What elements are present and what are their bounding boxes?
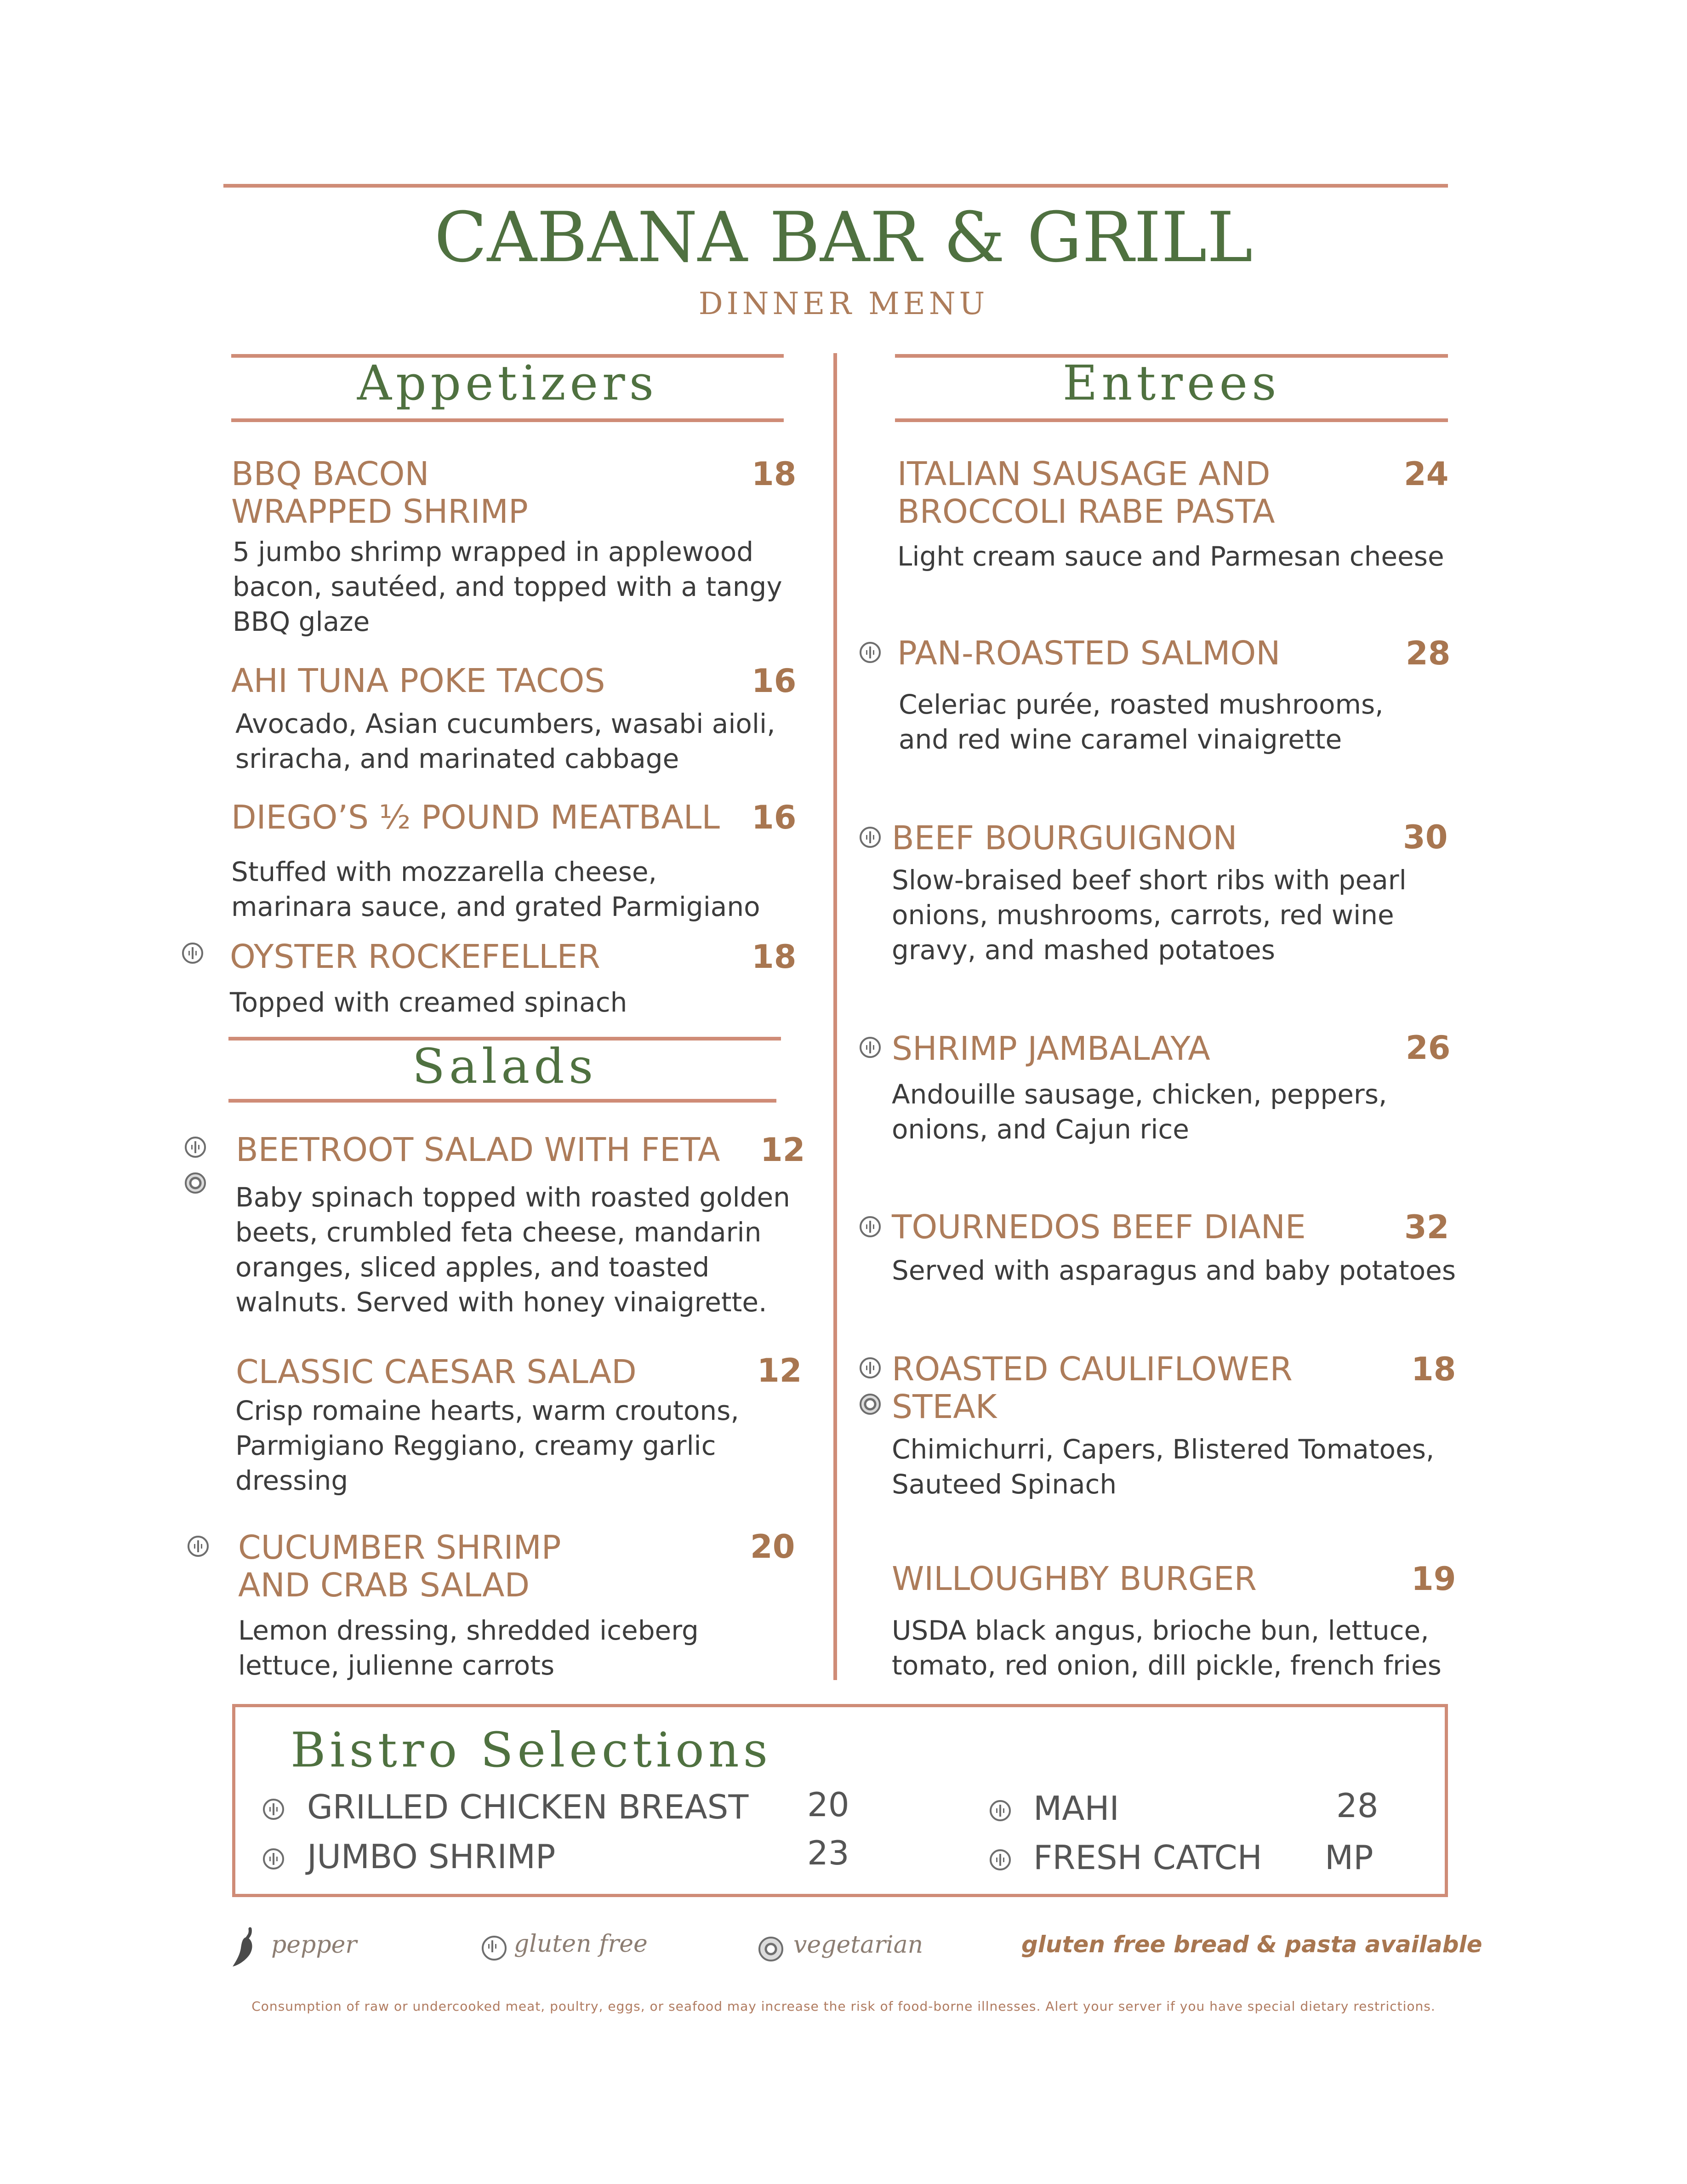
menu-item-description: 5 jumbo shrimp wrapped in applewood bacon, sautéed, and topped with a tangy BBQ glaze bbox=[233, 536, 782, 637]
menu-item-name: ROASTED CAULIFLOWER STEAK bbox=[892, 1350, 1293, 1426]
section-title-appetizers: Appetizers bbox=[357, 355, 658, 411]
menu-item-description: Served with asparagus and baby potatoes bbox=[892, 1255, 1456, 1286]
menu-item-description: Baby spinach topped with roasted golden beets, crumbled feta cheese, mandarin oranges, sliced apples, and toasted walnuts. Served with honey vinaigrette. bbox=[235, 1182, 790, 1318]
gluten-free-icon bbox=[263, 1848, 284, 1870]
legend-gluten-free-label: gluten free bbox=[514, 1930, 648, 1958]
section-title-bistro: Bistro Selections bbox=[291, 1722, 772, 1778]
menu-item-price: 19 bbox=[1411, 1560, 1456, 1598]
menu-item-description: Chimichurri, Capers, Blistered Tomatoes, Sauteed Spinach bbox=[892, 1434, 1435, 1500]
vegetarian-icon bbox=[185, 1172, 206, 1194]
menu-item-description: Crisp romaine hearts, warm croutons, Parmigiano Reggiano, creamy garlic dressing bbox=[235, 1395, 739, 1496]
menu-item-description: Slow-braised beef short ribs with pearl onions, mushrooms, carrots, red wine gravy, and mashed potatoes bbox=[892, 864, 1407, 966]
menu-item-price: 30 bbox=[1403, 818, 1448, 856]
menu-item-description: Topped with creamed spinach bbox=[230, 987, 627, 1018]
gluten-free-icon bbox=[860, 642, 881, 663]
menu-item-price: 12 bbox=[757, 1352, 802, 1389]
bistro-item-name: GRILLED CHICKEN BREAST bbox=[307, 1788, 749, 1826]
menu-item-price: 18 bbox=[1411, 1350, 1456, 1388]
legend-gluten-free-note: gluten free bread & pasta available bbox=[1021, 1931, 1482, 1958]
menu-item-name: DIEGO’S ½ POUND MEATBALL bbox=[231, 798, 720, 836]
restaurant-title: CABANA BAR & GRILL bbox=[434, 198, 1253, 278]
bistro-item-name: MAHI bbox=[1033, 1789, 1119, 1828]
menu-item-description: Stuffed with mozzarella cheese, marinara sauce, and grated Parmigiano bbox=[231, 856, 760, 922]
menu-item-price: 16 bbox=[752, 799, 797, 836]
gluten-free-icon bbox=[860, 1216, 881, 1237]
vegetarian-icon bbox=[860, 1394, 881, 1415]
menu-subtitle: DINNER MENU bbox=[698, 286, 989, 321]
gluten-free-icon bbox=[185, 1137, 206, 1158]
gluten-free-icon bbox=[990, 1800, 1011, 1821]
menu-item-price: 12 bbox=[760, 1131, 805, 1169]
gluten-free-icon bbox=[860, 827, 881, 848]
bistro-item-price: 23 bbox=[807, 1834, 849, 1872]
legend-pepper-label: pepper bbox=[271, 1931, 357, 1959]
menu-item-name: BEETROOT SALAD WITH FETA bbox=[236, 1131, 720, 1169]
legend-vegetarian-label: vegetarian bbox=[793, 1931, 923, 1959]
salads-bottom-rule bbox=[228, 1099, 776, 1103]
gluten-free-icon bbox=[188, 1536, 209, 1557]
gluten-free-icon bbox=[482, 1936, 507, 1961]
menu-item-name: BBQ BACON WRAPPED SHRIMP bbox=[231, 455, 528, 531]
menu-item-name: BEEF BOURGUIGNON bbox=[892, 819, 1237, 857]
gluten-free-icon bbox=[182, 943, 203, 964]
menu-item-name: ITALIAN SAUSAGE AND BROCCOLI RABE PASTA bbox=[897, 455, 1275, 531]
menu-item-description: Lemon dressing, shredded iceberg lettuce, julienne carrots bbox=[238, 1615, 699, 1681]
gluten-free-icon bbox=[990, 1849, 1011, 1870]
menu-item-name: CUCUMBER SHRIMP AND CRAB SALAD bbox=[238, 1528, 561, 1604]
menu-item-price: 24 bbox=[1404, 455, 1449, 493]
pepper-icon bbox=[230, 1924, 263, 1970]
menu-item-description: Avocado, Asian cucumbers, wasabi aioli, sriracha, and marinated cabbage bbox=[235, 708, 775, 774]
appetizers-bottom-rule bbox=[231, 418, 784, 422]
menu-item-description: Andouille sausage, chicken, peppers, onions, and Cajun rice bbox=[892, 1079, 1387, 1145]
bistro-item-name: JUMBO SHRIMP bbox=[307, 1837, 556, 1876]
menu-item-name: WILLOUGHBY BURGER bbox=[892, 1560, 1257, 1598]
bistro-item-name: FRESH CATCH bbox=[1033, 1838, 1262, 1877]
menu-item-name: PAN-ROASTED SALMON bbox=[897, 634, 1281, 672]
menu-item-price: 26 bbox=[1406, 1029, 1451, 1067]
gluten-free-icon bbox=[263, 1799, 284, 1820]
section-title-entrees: Entrees bbox=[1062, 355, 1281, 411]
menu-item-name: TOURNEDOS BEEF DIANE bbox=[892, 1208, 1306, 1246]
menu-item-price: 18 bbox=[752, 938, 797, 976]
menu-item-description: Light cream sauce and Parmesan cheese bbox=[897, 541, 1444, 572]
menu-item-price: 28 bbox=[1406, 635, 1451, 672]
menu-item-name: SHRIMP JAMBALAYA bbox=[892, 1029, 1210, 1068]
entrees-bottom-rule bbox=[895, 418, 1448, 422]
disclaimer: Consumption of raw or undercooked meat, poultry, eggs, or seafood may increase the risk of food-borne illnesses. Alert your server if you have special dietary restrictions. bbox=[251, 1999, 1436, 2014]
menu-item-name: CLASSIC CAESAR SALAD bbox=[236, 1353, 637, 1391]
menu-item-name: OYSTER ROCKEFELLER bbox=[230, 938, 600, 976]
column-divider bbox=[833, 353, 837, 1680]
menu-item-price: 18 bbox=[752, 455, 797, 493]
top-rule bbox=[223, 184, 1448, 188]
menu-item-description: USDA black angus, brioche bun, lettuce, tomato, red onion, dill pickle, french fries bbox=[892, 1615, 1442, 1681]
menu-item-price: 16 bbox=[752, 662, 797, 700]
bistro-item-price: MP bbox=[1325, 1838, 1374, 1877]
bistro-item-price: 28 bbox=[1336, 1786, 1379, 1825]
gluten-free-icon bbox=[860, 1037, 881, 1058]
vegetarian-icon bbox=[758, 1937, 783, 1961]
section-title-salads: Salads bbox=[412, 1038, 598, 1094]
menu-item-price: 32 bbox=[1404, 1208, 1449, 1246]
menu-item-price: 20 bbox=[750, 1528, 795, 1566]
menu-item-name: AHI TUNA POKE TACOS bbox=[231, 662, 605, 700]
gluten-free-icon bbox=[860, 1357, 881, 1378]
bistro-item-price: 20 bbox=[807, 1785, 849, 1824]
menu-item-description: Celeriac purée, roasted mushrooms, and red wine caramel vinaigrette bbox=[899, 689, 1384, 755]
